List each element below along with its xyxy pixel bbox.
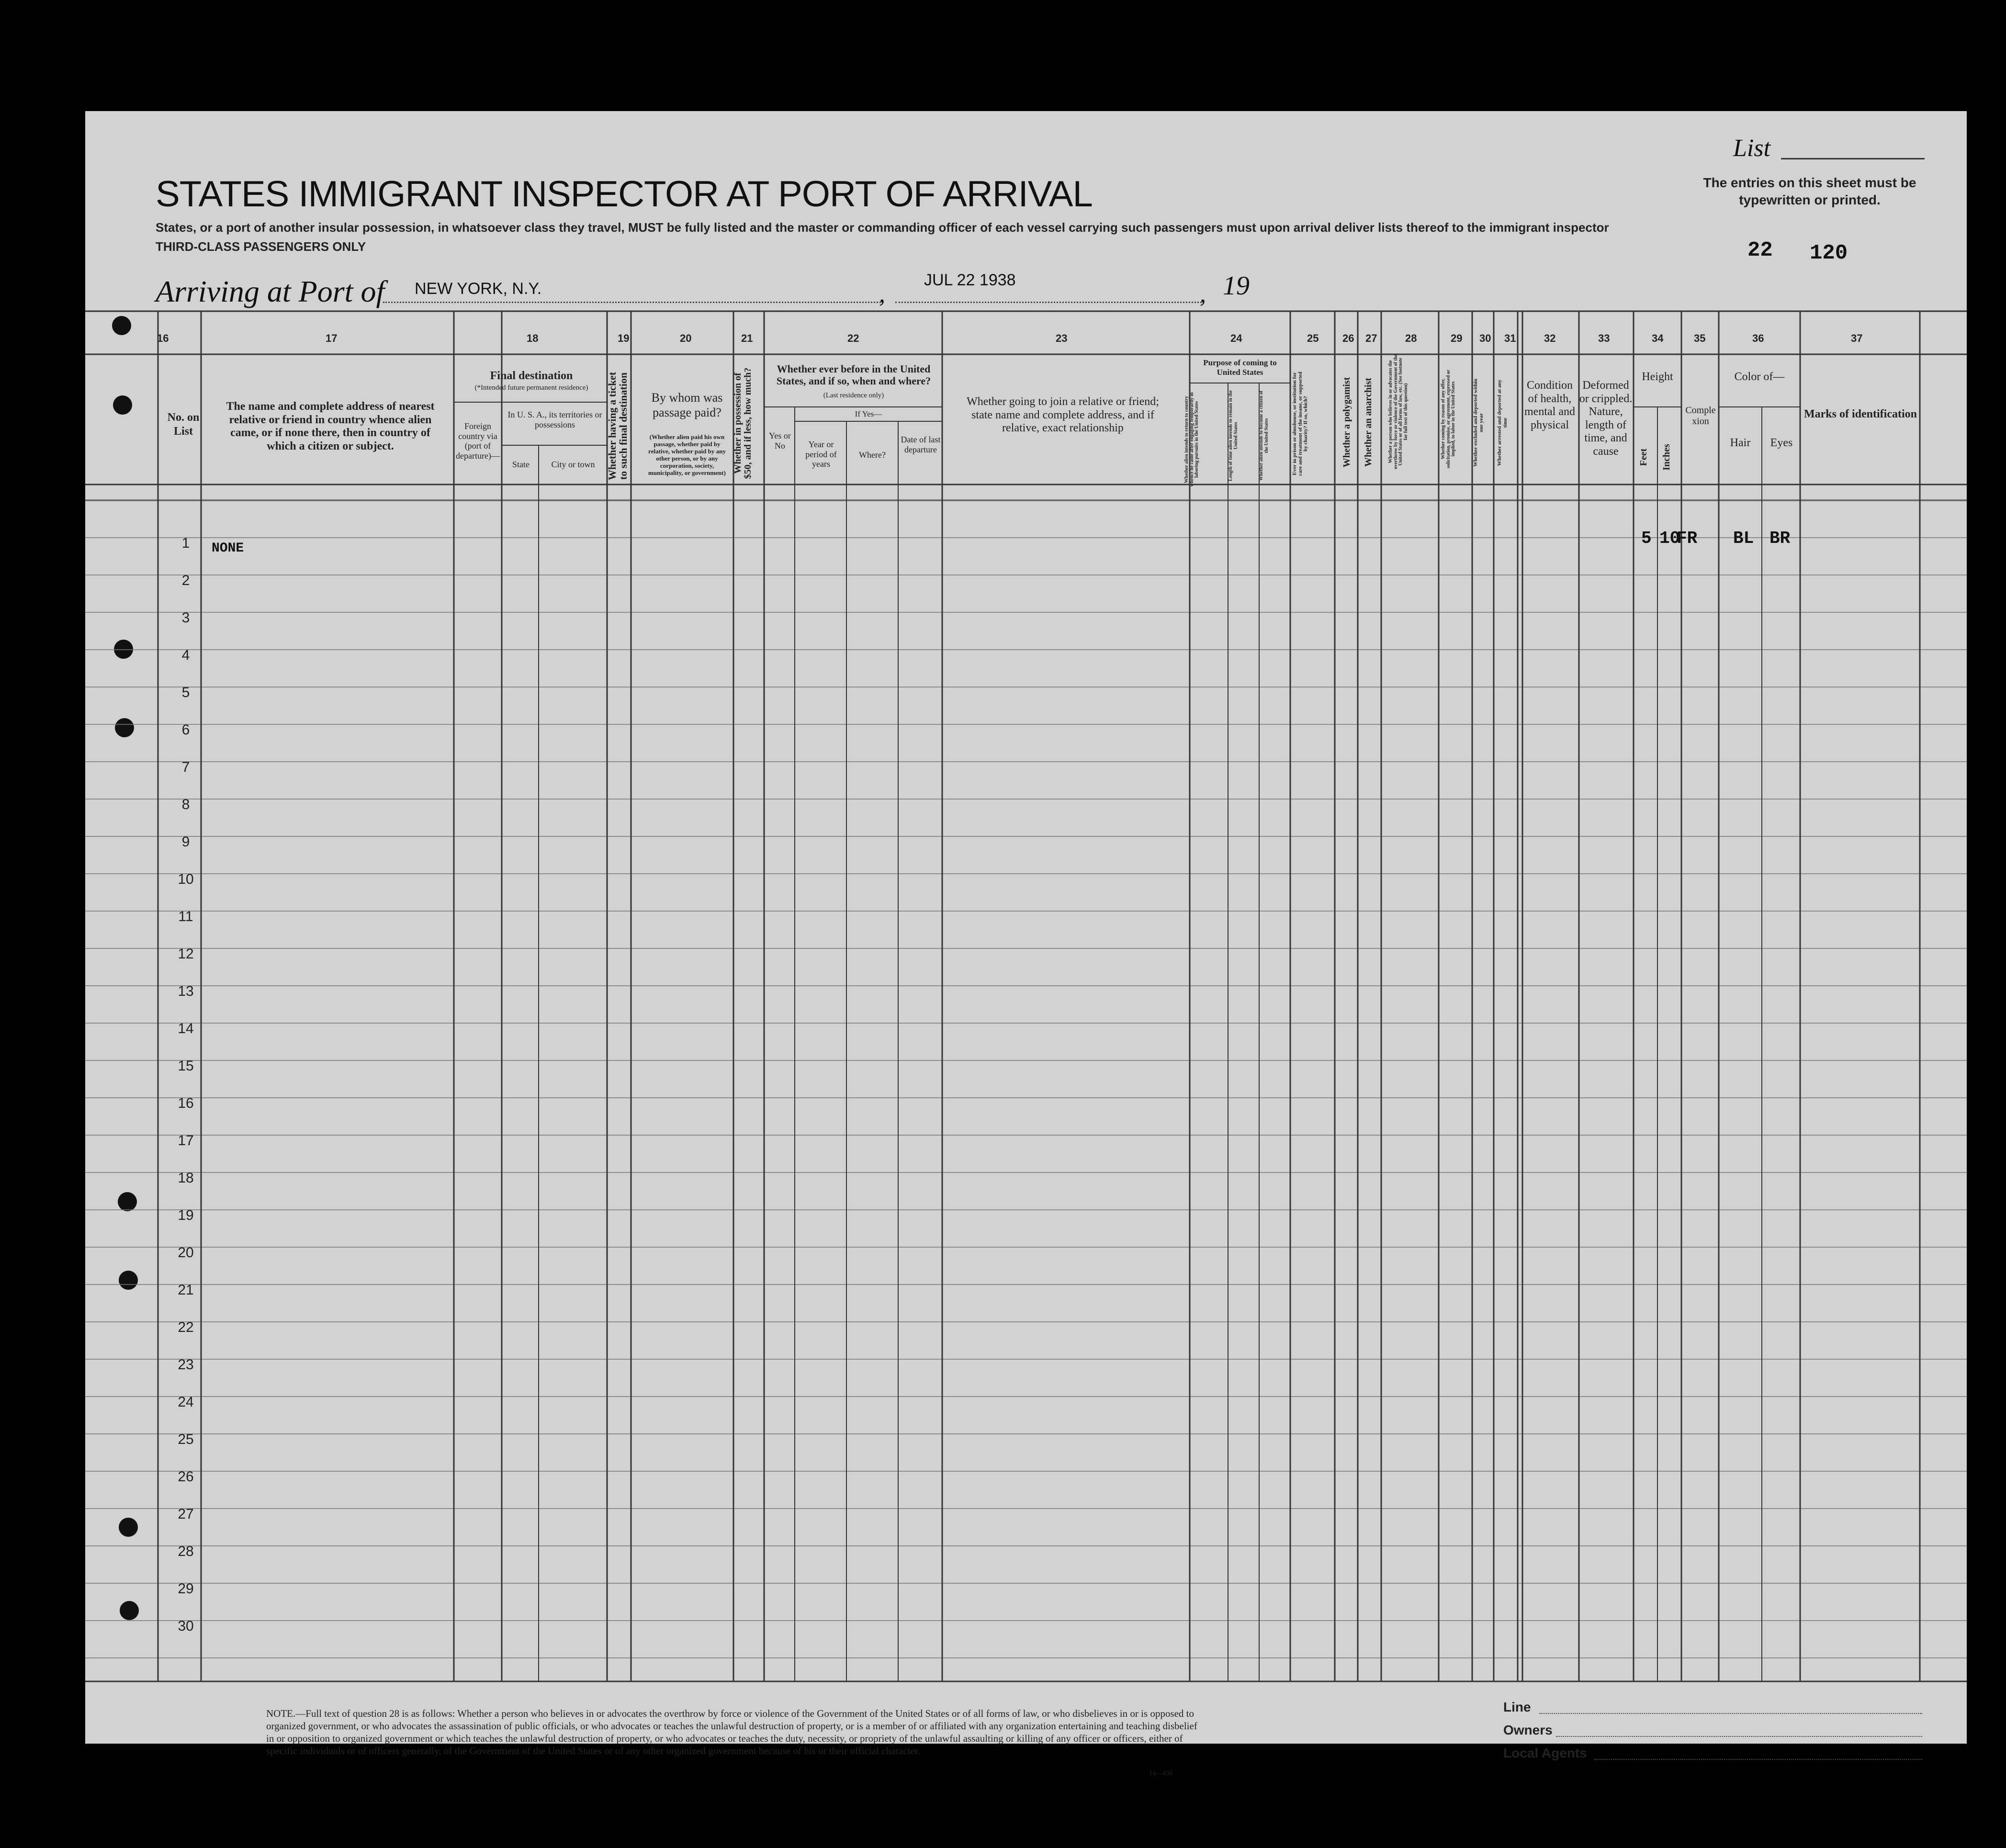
header-last-departure: Date of last departure — [901, 435, 941, 454]
header-passage-paid: By whom was passage paid? — [651, 391, 723, 420]
header-arrested-deported: Whether arrested and deported at any time — [1497, 379, 1508, 466]
footnote-q28: NOTE.—Full text of question 28 is as follows: Whether a person who believes in or advocates the overthrow by force or violence of the Government of the United States or of all forms of law, or who disbelieves in or is opposed to organized government, or who advocates the assassination of public officials, or who advocates or teaches the unlawful destruction of property, or is a member of or affiliated with any organization entertaining and teaching disbelief in or opposition to organized government or which teaches the unlawful destruction of property, or who advocates or teaches the duty, necessity, or propriety of the unlawful assaulting or killing of any officer or officers, either of specific individuals or of officers generally, of the Government of the United States or of any other organized government because of his or their official character. — [266, 1708, 1197, 1757]
row-number: 4 — [181, 647, 190, 663]
col-number-27: 27 — [1365, 332, 1377, 344]
col-number-23: 23 — [1056, 332, 1068, 344]
col-number-31: 31 — [1504, 332, 1516, 344]
col-number-28: 28 — [1405, 332, 1417, 344]
header-eyes: Eyes — [1770, 437, 1793, 449]
header-foreign-country: Foreign country via (port of departure)— — [456, 421, 500, 461]
row-number: 27 — [178, 1506, 194, 1522]
row-number: 5 — [181, 685, 190, 700]
row-number: 19 — [178, 1207, 194, 1223]
row-number: 10 — [178, 871, 194, 887]
agents-underline — [1594, 1759, 1922, 1760]
class-line: THIRD-CLASS PASSENGERS ONLY — [156, 239, 366, 254]
typewritten-instruction: The entries on this sheet must be typewritten or printed. — [1703, 175, 1916, 208]
comma-sep: , — [879, 281, 885, 308]
entry-hair: BL — [1733, 529, 1754, 548]
col-number-26: 26 — [1342, 332, 1354, 344]
col-number-24: 24 — [1230, 332, 1242, 344]
col-number-29: 29 — [1451, 332, 1463, 344]
col-number-22: 22 — [847, 332, 859, 344]
col-number-16: 16 — [157, 332, 169, 344]
row-number: 21 — [178, 1282, 194, 1298]
header-complexion: Complexion — [1685, 405, 1716, 427]
row-number: 6 — [181, 722, 190, 738]
row-number: 23 — [178, 1357, 194, 1373]
row-number: 8 — [181, 797, 190, 812]
row-number: 1 — [181, 535, 190, 551]
arrival-date: JUL 22 1938 — [924, 271, 1016, 289]
row-number: 25 — [178, 1431, 194, 1447]
row-number: 29 — [178, 1581, 194, 1597]
list-number-marks: 22 — [1747, 238, 1773, 262]
col-number-32: 32 — [1544, 332, 1556, 344]
entry-height-inches: 10 — [1659, 529, 1680, 548]
header-if-yes: If Yes— — [855, 409, 882, 418]
header-inches: Inches — [1661, 444, 1672, 471]
col-number-20: 20 — [680, 332, 692, 344]
header-last-residence: (Last residence only) — [823, 392, 884, 399]
col-number-34: 34 — [1652, 332, 1664, 344]
header-period-years: Year or period of years — [805, 439, 837, 469]
local-agents-label: Local Agents — [1503, 1746, 1587, 1760]
col-number-36: 36 — [1752, 332, 1764, 344]
header-fifty-dollars: Whether in possession of $50, and if less, how much? — [733, 367, 753, 479]
header-excluded-deported: Whether excluded and deported within one year — [1473, 379, 1484, 467]
row-number: 13 — [178, 983, 194, 999]
header-nearest-relative: The name and complete address of nearest relative or friend in country whence alien came, or if none there, then in country of which a citizen or subject. — [226, 400, 435, 452]
form-title: STATES IMMIGRANT INSPECTOR AT PORT OF ARRIVAL — [156, 174, 1093, 214]
header-polygamist: Whether a polygamist — [1341, 377, 1352, 468]
row-number: 22 — [178, 1319, 194, 1335]
row-number: 7 — [181, 759, 190, 775]
col-number-35: 35 — [1694, 332, 1706, 344]
header-ever-before-us: Whether ever before in the United States, and if so, when and where? — [776, 363, 931, 387]
arriving-label: Arriving at Port of — [156, 274, 385, 308]
header-passage-paid-note: (Whether alien paid his own passage, whether paid by relative, whether paid by any other person, or by any corporation, society, municipality, or government) — [648, 433, 726, 476]
owners-underline — [1556, 1736, 1922, 1737]
row-number: 18 — [178, 1170, 194, 1186]
row-number: 9 — [181, 834, 190, 850]
header-yes-no: Yes or No — [769, 431, 791, 451]
owners-label: Owners — [1503, 1723, 1553, 1737]
row-number: 17 — [178, 1133, 194, 1149]
header-where: Where? — [859, 450, 886, 460]
header-feet: Feet — [1638, 448, 1649, 466]
row-number: 30 — [178, 1618, 194, 1634]
header-city-town: City or town — [551, 460, 595, 469]
header-return-intent: Whether alien intends to return to country whence he came after engaging temporarily in laboring pursuits in the United States — [1184, 392, 1199, 487]
col-number-21: 21 — [741, 332, 753, 344]
header-ticket: Whether having a ticket to such final destination — [606, 372, 630, 481]
header-deformed: Deformed or crippled. Nature, length of time, and cause — [1579, 379, 1633, 458]
row-number: 14 — [178, 1021, 194, 1037]
row-number: 3 — [181, 610, 190, 626]
row-number: 12 — [178, 946, 194, 962]
row-number: 16 — [178, 1095, 194, 1111]
row-number: 26 — [178, 1469, 194, 1485]
header-final-destination-note: (*Intended future permanent residence) — [474, 384, 588, 392]
col-number-19: 19 — [618, 332, 630, 344]
form-number: 14—430 — [1149, 1770, 1172, 1777]
header-anarchist: Whether an anarchist — [1363, 378, 1374, 467]
header-color-of: Color of— — [1734, 371, 1785, 383]
col-number-33: 33 — [1598, 332, 1610, 344]
header-marks-identification: Marks of identification — [1804, 408, 1917, 420]
list-label: List — [1733, 135, 1771, 162]
col-number-30: 30 — [1479, 332, 1491, 344]
header-final-destination: Final destination — [490, 370, 573, 382]
form-subtitle: States, or a port of another insular possession, in whatsoever class they travel, MUST be fully listed and the master or commanding officer of each vessel carrying such passengers must upon arrival deliver lists thereof to the immigrant inspector — [156, 220, 1609, 235]
entry-relative: NONE — [212, 541, 244, 556]
header-length-stay: Length of time alien intends to remain in the United States — [1228, 390, 1239, 481]
row-number: 15 — [178, 1058, 194, 1074]
col-number-18: 18 — [527, 332, 539, 344]
row-number: 20 — [178, 1245, 194, 1261]
col-number-25: 25 — [1307, 332, 1319, 344]
list-number: 120 — [1810, 241, 1848, 265]
header-height: Height — [1642, 371, 1673, 383]
col-number-37: 37 — [1851, 332, 1863, 344]
header-in-usa: In U. S. A., its territories or possessions — [507, 410, 602, 429]
entry-complexion: FR — [1677, 529, 1698, 548]
port-of-arrival: NEW YORK, N.Y. — [415, 280, 542, 298]
line-label: Line — [1503, 1700, 1531, 1714]
col-number-17: 17 — [326, 332, 338, 344]
row-number: 24 — [178, 1394, 194, 1410]
header-health: Condition of health, mental and physical — [1524, 379, 1575, 431]
row-number: 2 — [181, 573, 190, 588]
header-purpose: Purpose of coming to United States — [1203, 358, 1277, 377]
header-labor-offer: Whether coming by reason of any offer, solicitation, promise, or agreement, expressed or implied, to labor in the United States — [1441, 370, 1456, 468]
entry-height-feet: 5 — [1641, 529, 1652, 548]
header-no-on-list: No. on List — [167, 411, 200, 438]
header-citizen-intent: Whether alien intends to become a citizen of the United States — [1259, 390, 1269, 481]
header-join-relative: Whether going to join a relative or friend; state name and complete address, and if relative, exact relationship — [967, 395, 1159, 435]
entry-eyes: BR — [1769, 529, 1791, 548]
line-underline — [1539, 1713, 1922, 1714]
header-hair: Hair — [1730, 437, 1751, 449]
year-suffix: 19 — [1223, 271, 1250, 301]
header-prison-almshouse: Ever in prison or almshouse, or institution for care and treatment of the insane, or supported by charity? If so, which? — [1292, 372, 1309, 476]
header-q28: Whether a person who believes in or advocates the overthrow by force or violence of the Government of the United States or of all forms of law, etc. (See footnote for full text of this question) — [1388, 354, 1409, 469]
header-state: State — [512, 460, 530, 469]
comma-sep: , — [1200, 281, 1206, 308]
row-number: 28 — [178, 1544, 194, 1559]
row-number: 11 — [178, 909, 193, 924]
